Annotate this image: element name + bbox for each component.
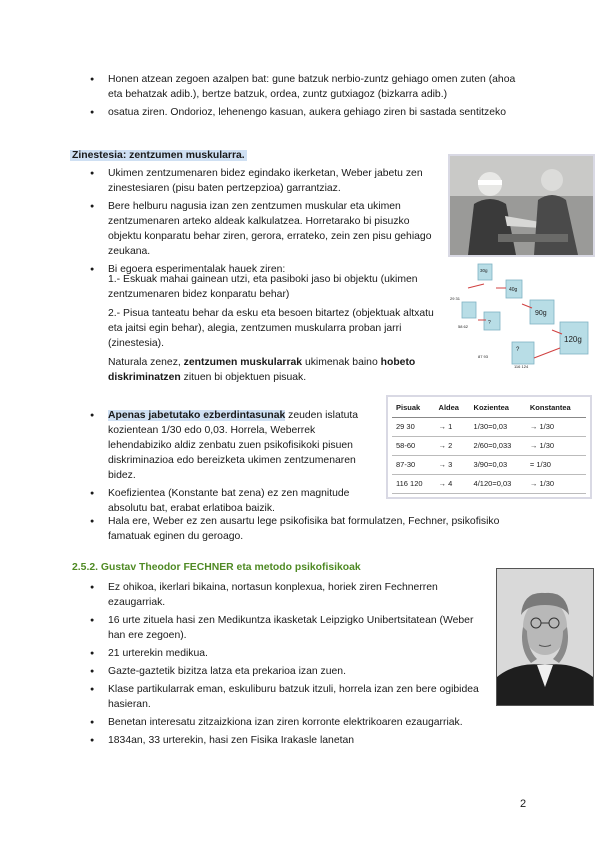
list-item: ● Bere helburu nagusia izan zen zentzumen muskular eta ukimen zentzumenaren arteko aldeak kalkulatzea. Horretarako bi pisuzko objektu konparatu behar ziren, gerora, errateko, zein zen pisu gehiago zeukana. [90,199,440,259]
weight-label: 40g [509,287,518,293]
section-heading-zinestesia: Zinestesia: zentzumen muskularra. [72,150,245,161]
weight-label: 29 31 [450,296,461,301]
weights-figure [448,258,595,368]
weight-label: 58 62 [458,324,469,329]
list-item: ● osatua ziren. Ondorioz, lehenengo kasuan, aukera gehiago ziren bi sastada sentitzeko [90,105,520,120]
table-row: 116 120 → 4 4/120=0,03 → 1/30 [392,475,586,494]
table-row: 29 30 → 1 1/30=0,03 → 1/30 [392,418,586,437]
list-item: ● 16 urte zituela hasi zen Medikuntza ikasketak Leipzigko Unibertsitatean (Weber han ere zegoen). [90,613,485,643]
list-item: ● Ez ohikoa, ikerlari bikaina, nortasun konplexua, horiek ziren Fechnerren ezaugarriak. [90,580,485,610]
list-item: ● Koefizientea (Konstante bat zena) ez zen magnitude absolutu bat, erabat erlatiboa baizik. [90,486,380,516]
list-item: ● Benetan interesatu zitzaizkiona izan ziren korronte elektrikoaren ezaugarriak. [90,715,485,730]
condition-2: 2.- Pisua tanteatu behar da esku eta besoen bitartez (objektuak altxatu eta jaitsi egin behar), alegia, zentzumen muskularra proban jarri (zinestesia). [108,308,434,349]
weber-table [392,399,586,494]
condition-1: 1.- Eskuak mahai gainean utzi, eta pasiboki jaso bi objektu (ukimen zentzumenaren bidez konparatu behar) [108,274,418,300]
fechner-bullet-list [90,580,485,751]
weber-table-frame [386,395,592,499]
table-header: Kozientea [470,399,526,418]
list-item: ● Bi egoera esperimentalak hauek ziren: [90,262,440,277]
list-item: ● 1834an, 33 urterekin, hasi zen Fisika Irakasle lanetan [90,733,485,748]
intro-bullet-list [90,72,520,123]
coefficient-bullet-list [90,408,380,519]
experiment-photo [448,154,595,257]
list-item: ● Gazte-gaztetik bizitza latza eta prekarioa izan zuen. [90,664,485,679]
weight-label: 90g [535,310,547,317]
svg-text:?: ? [516,347,520,353]
experiment-photo-illustration [450,156,593,255]
weight-label: 87 93 [478,354,489,359]
svg-text:?: ? [488,320,491,326]
table-row: 58-60 → 2 2/60=0,033 → 1/30 [392,437,586,456]
weight-label: 120g [564,335,582,344]
weight-label: 116 124 [514,364,529,368]
list-item: ● 21 urterekin medikua. [90,646,485,661]
list-item: ● Hala ere, Weber ez zen ausartu lege psikofisika bat formulatzen, Fechner, psikofisiko famatuak eginen du geroago. [90,514,520,544]
conclusion-text: Naturala zenez, zentzumen muskularrak ukimenak baino hobeto diskriminatzen zituen bi objektuen pisuak. [108,357,416,383]
table-header: Aldea [435,399,470,418]
table-header: Konstantea [526,399,586,418]
zinestesia-bullet-list [90,166,440,280]
weights-illustration [448,258,595,368]
table-row: 87-30 → 3 3/90=0,03 = 1/30 [392,456,586,475]
weight-label: 30g [480,268,488,273]
weber-law-bullet-list [90,514,520,547]
table-header: Pisuak [392,399,435,418]
section-heading-fechner: 2.5.2. Gustav Theodor FECHNER eta metodo psikofisikoak [72,562,361,573]
list-item: ● Apenas jabetutako ezberdintasunak zeuden islatuta kozientean 1/30 edo 0,03. Horrela, Weberrek lehendabiziko aldiz zenbatu zuen psikofisikoki pisuen diskriminazioa edo bereizketa ukimen zentzumenaren bidez. [90,408,380,483]
page-number: 2 [520,798,527,810]
list-item: ● Ukimen zentzumenaren bidez egindako ikerketan, Weber jabetu zen zinestesiaren (pisu baten pertzepzioa) garrantziaz. [90,166,440,196]
list-item: ● Honen atzean zegoen azalpen bat: gune batzuk nerbio-zuntz gehiago omen zuten (ahoa eta behatzak adib.), bertze batzuk, ordea, zuntz gutxiagoz (bizkarra adib.) [90,72,520,102]
experimental-conditions [108,272,440,389]
list-item: ● Klase partikularrak eman, eskuliburu batzuk itzuli, horrela izan zen bere ogibidea hasieran. [90,682,485,712]
fechner-portrait-illustration [497,569,593,705]
fechner-portrait [496,568,594,706]
